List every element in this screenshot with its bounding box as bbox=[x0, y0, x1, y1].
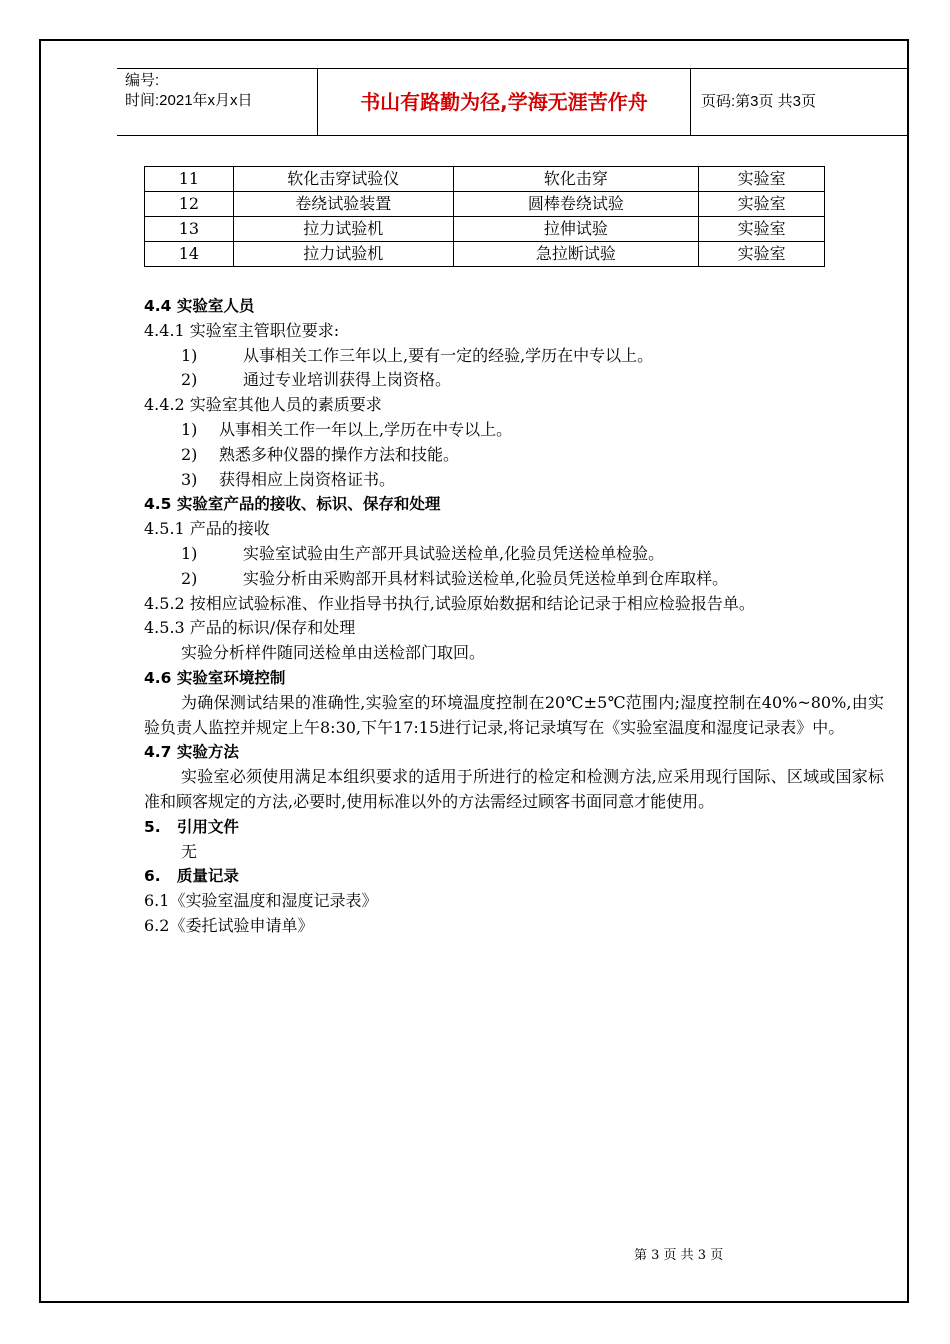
subsection-heading: 4.5.2 按相应试验标准、作业指导书执行,试验原始数据和结论记录于相应检验报告单。 bbox=[144, 593, 755, 613]
subsection-heading: 4.4.1 实验室主管职位要求: bbox=[144, 320, 340, 340]
document-body bbox=[144, 294, 884, 939]
section-heading: 4.6 实验室环境控制 bbox=[144, 668, 286, 687]
paragraph: 实验室必须使用满足本组织要求的适用于所进行的检定和检测方法,应采用现行国际、区域或国家标准和顾客规定的方法,必要时,使用标准以外的方法需经过顾客书面同意才能使用。 bbox=[144, 767, 884, 811]
header-meta bbox=[117, 69, 317, 135]
list-text: 熟悉多种仪器的操作方法和技能。 bbox=[219, 444, 460, 464]
footer-page-number: 第 3 页 共 3 页 bbox=[634, 1248, 724, 1263]
table-cell: 拉力试验机 bbox=[233, 242, 453, 267]
subsection-heading: 4.5.1 产品的接收 bbox=[144, 519, 270, 539]
table-cell: 实验室 bbox=[699, 242, 825, 267]
list-text: 实验分析由采购部开具材料试验送检单,化验员凭送检单到仓库取样。 bbox=[243, 568, 729, 588]
table-cell: 拉伸试验 bbox=[453, 217, 699, 242]
list-number: 1) bbox=[181, 543, 198, 563]
table-cell: 急拉断试验 bbox=[453, 242, 699, 267]
section-heading: 4.4 实验室人员 bbox=[144, 297, 255, 315]
section-heading: 4.7 实验方法 bbox=[144, 743, 239, 762]
table-cell: 软化击穿 bbox=[453, 167, 699, 192]
list-number: 1) bbox=[181, 419, 198, 439]
list-item: 6.1《实验室温度和湿度记录表》 bbox=[144, 891, 378, 911]
section-heading: 6. 质量记录 bbox=[144, 867, 239, 886]
paragraph: 为确保测试结果的准确性,实验室的环境温度控制在20℃±5℃范围内;湿度控制在40%~80%,由实验负责人监控并规定上午8:30,下午17:15进行记录,将记录填写在《实验室温度和湿度记录表》中。 bbox=[144, 692, 884, 737]
list-text: 获得相应上岗资格证书。 bbox=[219, 469, 396, 489]
section-heading: 4.5 实验室产品的接收、标识、保存和处理 bbox=[144, 495, 441, 514]
list-item bbox=[144, 542, 884, 567]
list-number: 2) bbox=[181, 370, 198, 390]
table-cell: 实验室 bbox=[699, 167, 825, 192]
table-cell: 13 bbox=[145, 217, 234, 242]
table-row bbox=[145, 242, 825, 267]
table-cell: 拉力试验机 bbox=[233, 217, 453, 242]
table-cell: 14 bbox=[145, 242, 234, 267]
list-item: 6.2《委托试验申请单》 bbox=[144, 915, 314, 935]
list-item bbox=[144, 344, 884, 369]
list-number: 2) bbox=[181, 568, 198, 588]
time-label: 时间:2021年x月x日 bbox=[125, 92, 253, 109]
table-cell: 软化击穿试验仪 bbox=[233, 167, 453, 192]
list-item bbox=[144, 418, 884, 443]
list-number: 2) bbox=[181, 444, 198, 464]
table-row bbox=[145, 217, 825, 242]
table-row bbox=[145, 167, 825, 192]
paragraph: 实验分析样件随同送检单由送检部门取回。 bbox=[181, 643, 486, 663]
list-text: 实验室试验由生产部开具试验送检单,化验员凭送检单检验。 bbox=[243, 543, 665, 563]
list-text: 通过专业培训获得上岗资格。 bbox=[243, 370, 452, 390]
table-row bbox=[145, 192, 825, 217]
section-heading: 5. 引用文件 bbox=[144, 817, 239, 836]
table-cell: 卷绕试验装置 bbox=[233, 192, 453, 217]
list-item bbox=[144, 368, 884, 393]
table-cell: 实验室 bbox=[699, 192, 825, 217]
list-text: 从事相关工作三年以上,要有一定的经验,学历在中专以上。 bbox=[243, 345, 654, 365]
table-cell: 12 bbox=[145, 192, 234, 217]
header-motto: 书山有路勤为径,学海无涯苦作舟 bbox=[317, 69, 691, 135]
list-text: 从事相关工作一年以上,学历在中专以上。 bbox=[219, 419, 513, 439]
list-item bbox=[144, 443, 884, 468]
paragraph: 无 bbox=[181, 841, 198, 861]
table-cell: 圆棒卷绕试验 bbox=[453, 192, 699, 217]
table-cell: 11 bbox=[145, 167, 234, 192]
list-number: 1) bbox=[181, 345, 198, 365]
list-item bbox=[144, 468, 884, 493]
subsection-heading: 4.5.3 产品的标识/保存和处理 bbox=[144, 618, 356, 638]
list-number: 3) bbox=[181, 469, 198, 489]
list-item bbox=[144, 567, 884, 592]
page-header bbox=[117, 68, 907, 136]
header-page: 页码:第3页 共3页 bbox=[701, 93, 817, 110]
equipment-table bbox=[144, 166, 825, 267]
table-cell: 实验室 bbox=[699, 217, 825, 242]
code-label: 编号: bbox=[125, 72, 160, 89]
subsection-heading: 4.4.2 实验室其他人员的素质要求 bbox=[144, 395, 382, 415]
